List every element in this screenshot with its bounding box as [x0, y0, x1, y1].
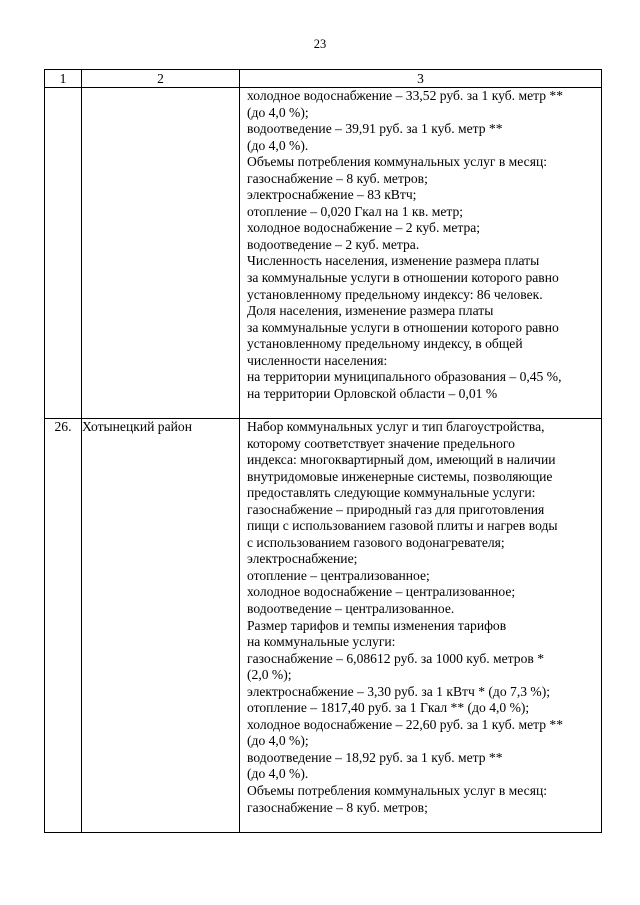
text-line: (2,0 %); [247, 667, 292, 683]
text-line: (до 4,0 %). [247, 766, 309, 782]
header-col-2: 2 [82, 70, 240, 88]
text-line: водоотведение – 2 куб. метра. [247, 236, 420, 252]
text-line: электроснабжение; [247, 551, 358, 567]
text-line: водоотведение – централизованное. [247, 601, 455, 617]
text-line: Объемы потребления коммунальных услуг в месяц: [247, 783, 547, 799]
text-line: численности населения: [247, 352, 388, 368]
row-number-cell: 26. [45, 419, 82, 833]
text-line: Доля населения, изменение размера платы [247, 303, 494, 319]
table-row [45, 88, 602, 419]
text-line: электроснабжение – 3,30 руб. за 1 кВтч * (до 7,3 %); [247, 683, 551, 699]
text-line: индекса: многоквартирный дом, имеющий в наличии [247, 452, 556, 468]
region-cell: Хотынецкий район [82, 419, 240, 833]
text-line: газоснабжение – 6,08612 руб. за 1000 куб. метров * [247, 650, 544, 666]
text-line: предоставлять следующие коммунальные услуги: [247, 485, 536, 501]
text-line: газоснабжение – 8 куб. метров; [247, 170, 428, 186]
text-line: которому соответствует значение предельного [247, 435, 515, 451]
text-line: внутридомовые инженерные системы, позволяющие [247, 468, 553, 484]
header-col-1: 1 [45, 70, 82, 88]
text-line: холодное водоснабжение – 33,52 руб. за 1 куб. метр ** [247, 88, 564, 103]
text-line: (до 4,0 %); [247, 733, 309, 749]
text-line: пищи с использованием газовой плиты и нагрев воды [247, 518, 558, 534]
text-line: (до 4,0 %); [247, 104, 309, 120]
details-cell [240, 88, 602, 419]
text-line: холодное водоснабжение – 2 куб. метра; [247, 220, 481, 236]
text-line: отопление – 1817,40 руб. за 1 Гкал ** (до 4,0 %); [247, 700, 530, 716]
text-line: Размер тарифов и темпы изменения тарифов [247, 617, 507, 633]
text-line: Объемы потребления коммунальных услуг в месяц: [247, 154, 547, 170]
text-line: с использованием газового водонагревателя; [247, 534, 505, 550]
text-line: за коммунальные услуги в отношении которого равно [247, 270, 559, 286]
text-line: электроснабжение – 83 кВтч; [247, 187, 417, 203]
text-line: на территории муниципального образования – 0,45 %, [247, 369, 562, 385]
page-number: 23 [313, 37, 327, 51]
details-cell [240, 419, 602, 833]
text-line: холодное водоснабжение – 22,60 руб. за 1 куб. метр ** [247, 716, 564, 732]
text-line: на коммунальные услуги: [247, 634, 396, 650]
text-line: отопление – 0,020 Гкал на 1 кв. метр; [247, 203, 464, 219]
text-line: установленному предельному индексу, в общей [247, 336, 523, 352]
text-line: за коммунальные услуги в отношении которого равно [247, 319, 559, 335]
text-line: водоотведение – 18,92 руб. за 1 куб. метр ** [247, 749, 503, 765]
text-line: отопление – централизованное; [247, 567, 430, 583]
details-text [240, 419, 601, 816]
text-line: на территории Орловской области – 0,01 % [247, 385, 498, 401]
text-line: газоснабжение – природный газ для приготовления [247, 501, 545, 517]
row-number-cell [45, 88, 82, 419]
text-line: установленному предельному индексу: 86 человек. [247, 286, 543, 302]
text-line: (до 4,0 %). [247, 137, 309, 153]
table-header-row [45, 70, 602, 88]
tariff-table [44, 69, 602, 833]
text-line: Численность населения, изменение размера платы [247, 253, 540, 269]
region-cell [82, 88, 240, 419]
text-line: Набор коммунальных услуг и тип благоустройства, [247, 419, 545, 434]
table-row [45, 419, 602, 833]
details-text [240, 88, 601, 402]
text-line: холодное водоснабжение – централизованное; [247, 584, 516, 600]
text-line: газоснабжение – 8 куб. метров; [247, 799, 428, 815]
text-line: водоотведение – 39,91 руб. за 1 куб. метр ** [247, 121, 503, 137]
header-col-3: 3 [240, 70, 602, 88]
